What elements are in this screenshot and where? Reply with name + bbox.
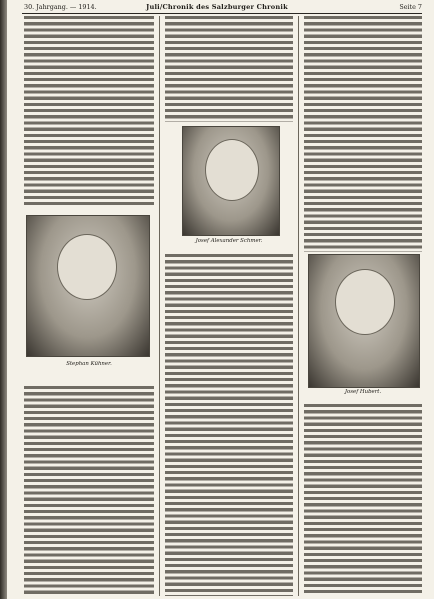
column-1-text-top bbox=[24, 16, 154, 208]
portrait-face bbox=[335, 269, 395, 335]
caption-portrait-2: Stephan Kühner. bbox=[66, 361, 112, 367]
page-binding-edge bbox=[0, 0, 7, 599]
column-3-text-top bbox=[304, 16, 422, 252]
header-rule bbox=[22, 13, 422, 14]
caption-portrait-3: Josef Hubert. bbox=[344, 389, 382, 395]
column-1-text-bottom bbox=[24, 386, 154, 596]
masthead-title: Juli/Chronik des Salzburger Chronik bbox=[146, 3, 288, 11]
column-divider-1 bbox=[159, 16, 160, 596]
column-2-text-bottom bbox=[165, 254, 293, 596]
portrait-josef-hubert bbox=[308, 254, 420, 388]
column-divider-2 bbox=[298, 16, 299, 596]
text-column-2 bbox=[165, 16, 293, 596]
column-3-text-bottom bbox=[304, 404, 422, 596]
portrait-josef-alexander-schmer bbox=[182, 126, 280, 236]
column-2-text-top bbox=[165, 16, 293, 122]
issue-label: 30. Jahrgang. — 1914. bbox=[24, 3, 97, 11]
page-number: Seite 7 bbox=[399, 3, 422, 11]
portrait-face bbox=[205, 139, 259, 201]
caption-portrait-1: Josef Alexander Schmer. bbox=[195, 238, 263, 244]
portrait-face bbox=[57, 234, 117, 300]
portrait-stephan-kuehner bbox=[26, 215, 150, 357]
